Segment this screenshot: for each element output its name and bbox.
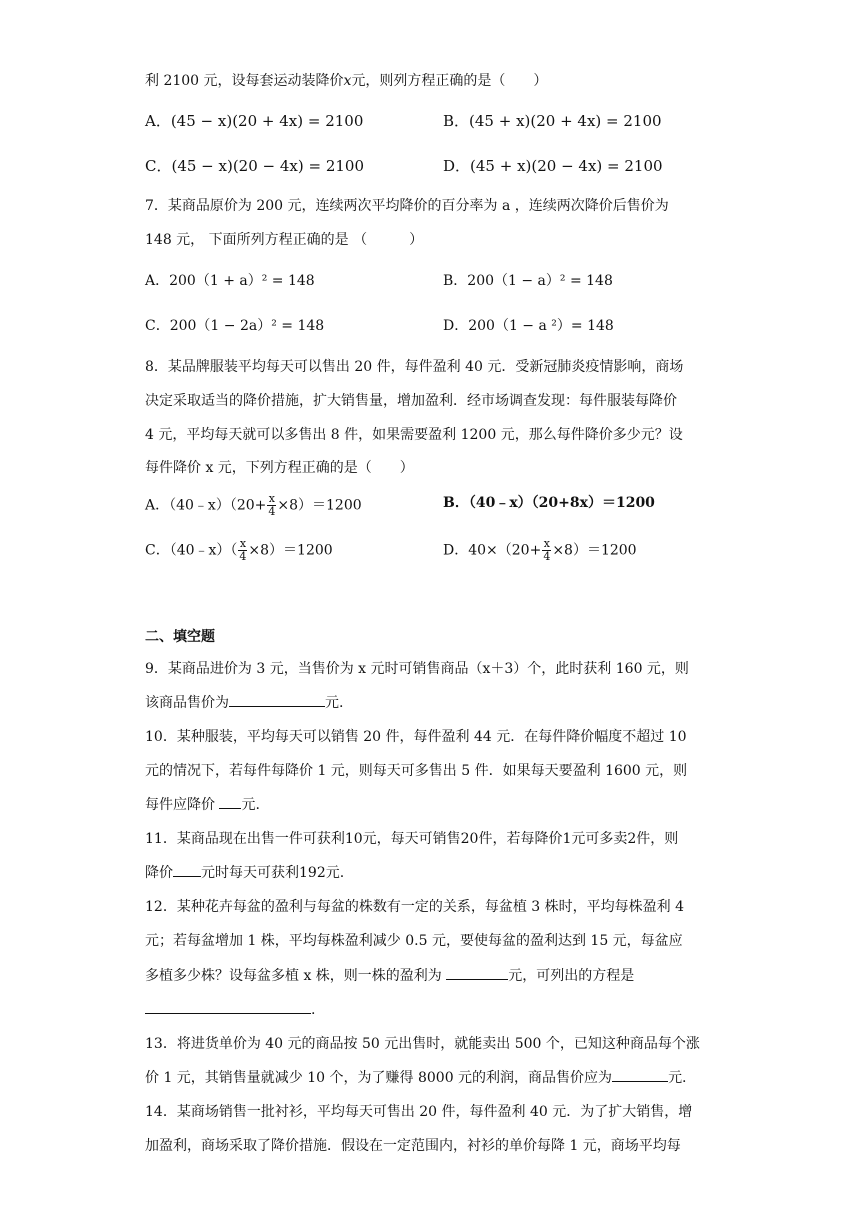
q9-answer-blank[interactable] [229, 692, 325, 707]
q9-line1: 9．某商品进价为 3 元，当售价为 x 元时可销售商品（x＋3）个，此时获利 160 元，则 [145, 661, 689, 677]
q12-line4-post: . [311, 1002, 316, 1018]
q8-d-pre: D．40×（20+ [443, 542, 542, 559]
q8-c-post: ×8）＝1200 [248, 542, 333, 559]
q11-answer-blank[interactable] [173, 862, 201, 877]
q12-answer-blank-1[interactable] [446, 965, 508, 980]
q6-stem [145, 71, 547, 91]
frac-num: x [543, 537, 550, 550]
q8-option-a[interactable] [145, 493, 362, 518]
q7-option-c[interactable]: C．200（1 − 2a）² = 148 [145, 318, 325, 334]
q6-stem-end: 元，则列方程正确的是（ ） [351, 73, 548, 89]
q9-line2 [145, 692, 343, 713]
q13-line1: 13．将进货单价为 40 元的商品按 50 元出售时，就能卖出 500 个，已知这种商品每个涨 [145, 1036, 700, 1052]
q8-a-pre: A．（40﹣x）（20+ [145, 497, 267, 514]
q8-d-post: ×8）＝1200 [552, 542, 637, 559]
frac-den: 4 [543, 550, 551, 563]
q8-option-b[interactable]: B．（40﹣x）（20+8x）＝1200 [443, 495, 655, 511]
q7-line1: 7．某商品原价为 200 元，连续两次平均降价的百分率为 a ，连续两次降价后售价为 [145, 198, 669, 214]
q11-pre: 降价 [145, 865, 173, 881]
q10-line1: 10．某种服装，平均每天可以销售 20 件，每件盈利 44 元．在每件降价幅度不超过 10 [145, 729, 687, 745]
q6-option-c[interactable]: C．(45 − x)(20 − 4x) = 2100 [145, 157, 365, 175]
q11-line2 [145, 862, 344, 883]
q10-pre: 每件应降价 [145, 797, 220, 813]
q10-post: 元. [241, 797, 260, 813]
q13-line2 [145, 1067, 687, 1088]
q6-option-d[interactable]: D．(45 + x)(20 − 4x) = 2100 [443, 157, 663, 175]
q6-option-b[interactable]: B．(45 + x)(20 + 4x) = 2100 [443, 112, 662, 130]
q8-c-pre: C．（40﹣x）（ [145, 542, 238, 559]
q12-line1: 12．某种花卉每盆的盈利与每盆的株数有一定的关系，每盆植 3 株时，平均每株盈利 4 [145, 899, 684, 915]
q10-line2: 元的情况下，若每件每降价 1 元，则每天可多售出 5 件．如果每天要盈利 1600 元，则 [145, 763, 688, 779]
q8-c-fraction [238, 538, 247, 563]
q14-line1: 14．某商场销售一批衬衫，平均每天可售出 20 件，每件盈利 40 元．为了扩大销售，增 [145, 1104, 693, 1120]
q12-answer-blank-2[interactable] [145, 999, 311, 1014]
q7-option-d[interactable]: D．200（1 − a ²）= 148 [443, 318, 614, 334]
q8-line4: 每件降价 x 元，下列方程正确的是（ ） [145, 460, 414, 476]
q12-post: 元，可列出的方程是 [508, 968, 635, 984]
q6-stem-text: 利 2100 元，设每套运动装降价 [145, 73, 344, 89]
q12-line2: 元；若每盆增加 1 株，平均每株盈利减少 0.5 元，要使每盆的盈利达到 15 元，每盆应 [145, 933, 683, 949]
q12-line4 [145, 999, 315, 1020]
q8-option-c[interactable] [145, 538, 333, 563]
q8-a-fraction [267, 493, 276, 518]
q8-line3: 4 元，平均每天就可以多售出 8 件，如果需要盈利 1200 元，那么每件降价多少元？设 [145, 427, 683, 443]
q7-line2: 148 元， 下面所列方程正确的是 （ ） [145, 232, 424, 248]
q11-line1: 11．某商品现在出售一件可获利10元，每天可销售20件，若每降价1元可多卖2件，则 [145, 831, 679, 847]
q9-post: 元. [325, 695, 344, 711]
q8-line2: 决定采取适当的降价措施，扩大销售量，增加盈利．经市场调查发现：每件服装每降价 [145, 393, 677, 409]
q7-option-a[interactable]: A．200（1 + a）² = 148 [145, 273, 315, 289]
q12-line3 [145, 965, 634, 986]
q14-line2: 加盈利，商场采取了降价措施．假设在一定范围内，衬衫的单价每降 1 元，商场平均每 [145, 1138, 681, 1154]
q10-line3 [145, 794, 260, 815]
q7-option-b[interactable]: B．200（1 − a）² = 148 [443, 273, 613, 289]
q10-answer-blank[interactable] [219, 794, 241, 809]
q8-a-post: ×8）＝1200 [277, 497, 362, 514]
q8-option-d[interactable] [443, 538, 637, 563]
frac-num: x [268, 492, 275, 505]
frac-den: 4 [268, 505, 276, 518]
q6-option-a[interactable]: A．(45 − x)(20 + 4x) = 2100 [145, 112, 364, 130]
q6-var: x [343, 73, 352, 89]
q11-post: 元时每天可获利192元. [201, 865, 345, 881]
q8-line1: 8．某品牌服装平均每天可以售出 20 件，每件盈利 40 元．受新冠肺炎疫情影响，商场 [145, 359, 684, 375]
frac-num: x [239, 537, 247, 550]
q9-pre: 该商品售价为 [145, 695, 229, 711]
q13-post: 元. [668, 1070, 687, 1086]
q13-answer-blank[interactable] [612, 1067, 668, 1082]
q12-pre: 多植多少株？设每盆多植 x 株，则一株的盈利为 [145, 968, 447, 984]
frac-den: 4 [239, 550, 247, 563]
q8-d-fraction [542, 538, 551, 563]
q13-pre: 价 1 元，其销售量就减少 10 个，为了赚得 8000 元的利润，商品售价应为 [145, 1070, 613, 1086]
section-title: 二、填空题 [145, 629, 215, 645]
